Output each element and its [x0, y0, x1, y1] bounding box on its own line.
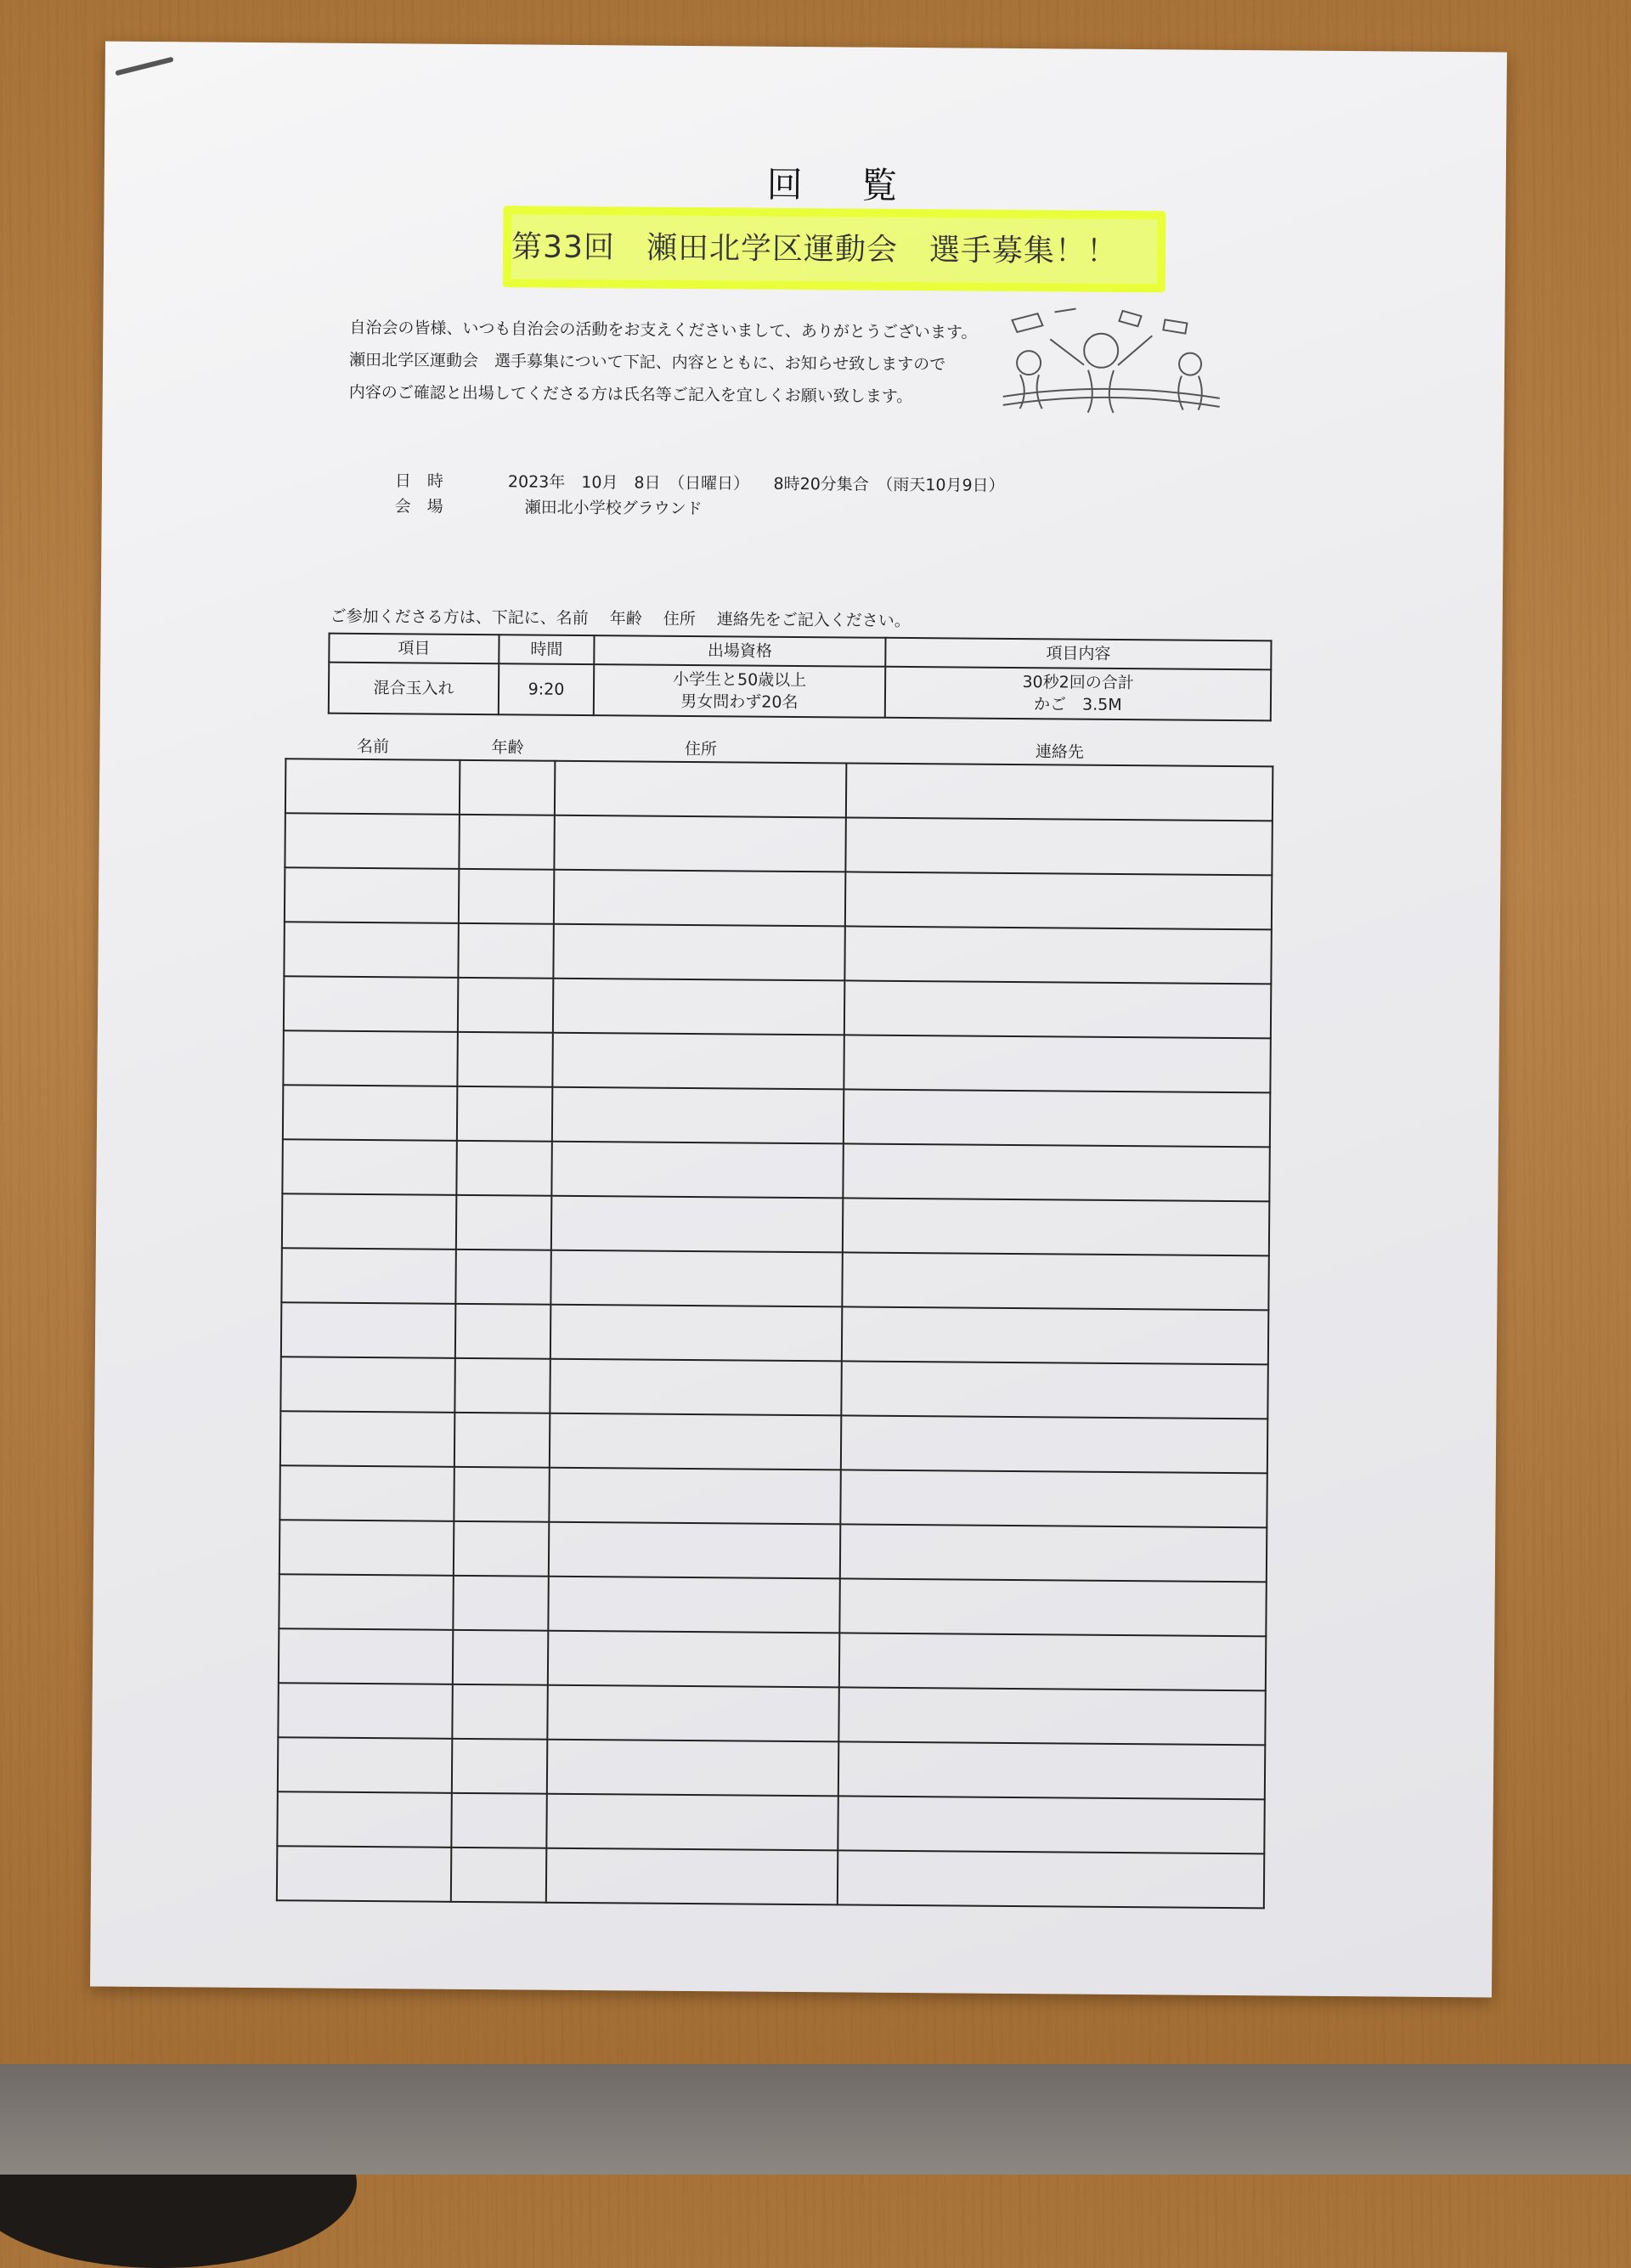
table-row	[284, 976, 1271, 1038]
page-title: 第33回 瀬田北学区運動会 選手募集！！	[511, 229, 1119, 269]
contact-cell[interactable]	[846, 763, 1273, 821]
contact-cell[interactable]	[840, 1524, 1267, 1582]
contact-cell[interactable]	[839, 1633, 1266, 1690]
name-cell[interactable]	[279, 1465, 454, 1521]
name-cell[interactable]	[281, 1248, 455, 1304]
contact-cell[interactable]	[838, 1741, 1265, 1799]
age-cell[interactable]	[457, 1086, 552, 1142]
intro-line-1: 自治会の皆様、いつも自治会の活動をお支えくださいまして、ありがとうございます。	[349, 318, 978, 342]
venue-value: 瀬田北小学校グラウンド	[524, 498, 703, 519]
contact-cell[interactable]	[838, 1850, 1264, 1908]
name-cell[interactable]	[285, 813, 459, 869]
address-cell[interactable]	[550, 1359, 841, 1416]
age-cell[interactable]	[455, 1250, 550, 1305]
contact-cell[interactable]	[838, 1796, 1264, 1853]
address-cell[interactable]	[550, 1413, 841, 1470]
header-eligibility: 出場資格	[594, 635, 885, 667]
address-cell[interactable]	[547, 1740, 838, 1797]
table-row	[280, 1357, 1267, 1419]
name-cell[interactable]	[281, 1302, 455, 1358]
contact-cell[interactable]	[838, 1687, 1265, 1745]
address-cell[interactable]	[548, 1577, 839, 1633]
address-cell[interactable]	[553, 979, 844, 1035]
table-row	[285, 759, 1273, 821]
name-cell[interactable]	[279, 1628, 453, 1684]
header-item: 項目	[329, 634, 499, 664]
name-cell[interactable]	[284, 922, 458, 978]
contact-cell[interactable]	[843, 1143, 1269, 1201]
table-row	[280, 1411, 1267, 1473]
content-line-1: 30秒2回の合計	[1022, 673, 1134, 693]
contact-cell[interactable]	[841, 1415, 1267, 1473]
header-time: 時間	[499, 635, 594, 664]
age-cell[interactable]	[451, 1793, 546, 1848]
address-cell[interactable]	[554, 870, 845, 927]
header-content: 項目内容	[885, 638, 1271, 670]
contact-cell[interactable]	[842, 1306, 1268, 1364]
address-cell[interactable]	[549, 1468, 840, 1525]
age-cell[interactable]	[454, 1358, 550, 1413]
name-cell[interactable]	[283, 1085, 457, 1141]
age-cell[interactable]	[459, 869, 554, 924]
table-row	[279, 1574, 1266, 1636]
datetime-value: 2023年 10月 8日 （日曜日） 8時20分集合 （雨天10月9日）	[507, 472, 1005, 495]
address-cell[interactable]	[554, 815, 845, 872]
name-cell[interactable]	[279, 1574, 453, 1630]
kairan-mark: 回 覧	[766, 163, 922, 207]
name-cell[interactable]	[285, 759, 460, 815]
address-cell[interactable]	[546, 1848, 838, 1905]
name-cell[interactable]	[283, 1030, 457, 1086]
table-row	[278, 1683, 1265, 1745]
address-cell[interactable]	[553, 924, 844, 981]
intro-line-3: 内容のご確認と出場してくださる方は氏名等ご記入を宜しくお願い致します。	[348, 382, 913, 407]
eligibility-line-1: 小学生と50歳以上	[672, 669, 807, 691]
contact-cell[interactable]	[841, 1361, 1267, 1419]
eligibility-line-2: 男女問わず20名	[680, 691, 799, 712]
address-cell[interactable]	[546, 1794, 838, 1851]
age-cell[interactable]	[454, 1413, 550, 1468]
age-cell[interactable]	[454, 1467, 549, 1522]
registration-table	[276, 731, 1274, 1909]
contact-cell[interactable]	[844, 980, 1271, 1038]
table-row	[281, 1248, 1268, 1310]
name-cell[interactable]	[280, 1411, 454, 1467]
registration-body	[277, 759, 1273, 1908]
intro-line-2: 瀬田北学区運動会 選手募集について下記、内容とともに、お知らせ致しますので	[348, 350, 946, 375]
table-row	[277, 1846, 1264, 1908]
age-cell[interactable]	[460, 760, 555, 815]
age-cell[interactable]	[452, 1684, 547, 1740]
name-cell[interactable]	[277, 1846, 451, 1902]
address-cell[interactable]	[547, 1685, 838, 1742]
table-row	[277, 1791, 1264, 1853]
name-cell[interactable]	[282, 1139, 456, 1195]
content-line-2: かご 3.5M	[1034, 695, 1122, 714]
contact-cell[interactable]	[843, 1198, 1269, 1255]
age-cell[interactable]	[456, 1195, 551, 1250]
name-cell[interactable]	[285, 867, 459, 923]
address-cell[interactable]	[550, 1305, 842, 1362]
contact-cell[interactable]	[842, 1252, 1268, 1310]
name-cell[interactable]	[277, 1791, 451, 1848]
age-cell[interactable]	[455, 1304, 550, 1359]
age-cell[interactable]	[456, 1141, 551, 1196]
address-cell[interactable]	[552, 1033, 844, 1090]
table-row	[282, 1139, 1269, 1201]
address-cell[interactable]	[549, 1522, 840, 1579]
name-cell[interactable]	[282, 1193, 456, 1250]
table-row	[279, 1520, 1267, 1582]
table-row	[278, 1737, 1265, 1799]
event-row	[329, 663, 1271, 721]
table-row	[285, 867, 1272, 929]
header-address: 住所	[684, 739, 718, 759]
address-cell[interactable]	[552, 1087, 844, 1144]
table-row	[279, 1465, 1267, 1527]
datetime-label: 日 時	[394, 471, 444, 491]
name-cell[interactable]	[278, 1737, 452, 1793]
paper-sheet	[90, 42, 1507, 1998]
contact-cell[interactable]	[839, 1578, 1266, 1636]
age-cell[interactable]	[452, 1739, 547, 1794]
address-cell[interactable]	[550, 1250, 842, 1307]
contact-cell[interactable]	[844, 1035, 1270, 1092]
name-cell[interactable]	[279, 1520, 454, 1576]
event-table	[328, 633, 1273, 722]
age-cell[interactable]	[453, 1576, 548, 1631]
name-cell[interactable]	[278, 1683, 452, 1739]
header-name: 名前	[356, 736, 390, 756]
name-cell[interactable]	[284, 976, 458, 1032]
venue-label: 会 場	[394, 497, 443, 516]
table-row	[284, 922, 1271, 984]
age-cell[interactable]	[458, 978, 553, 1033]
contact-cell[interactable]	[845, 872, 1272, 929]
kids-illustration	[995, 303, 1225, 424]
event-item: 混合玉入れ	[329, 663, 499, 715]
table-row	[279, 1628, 1266, 1690]
header-age: 年齢	[491, 737, 524, 757]
contact-cell[interactable]	[844, 1089, 1270, 1147]
event-eligibility	[594, 664, 885, 718]
table-row	[283, 1085, 1270, 1147]
age-cell[interactable]	[453, 1630, 548, 1685]
age-cell[interactable]	[454, 1521, 549, 1577]
event-time: 9:20	[499, 663, 594, 715]
contact-cell[interactable]	[844, 926, 1271, 984]
contact-cell[interactable]	[840, 1470, 1267, 1527]
age-cell[interactable]	[457, 1032, 552, 1087]
address-cell[interactable]	[548, 1631, 839, 1688]
instruction-text: ご参加くださる方は、下記に、名前 年齢 住所 連絡先をご記入ください。	[330, 606, 911, 631]
event-content	[885, 667, 1271, 721]
address-cell[interactable]	[551, 1142, 843, 1199]
address-cell[interactable]	[551, 1196, 843, 1253]
table-row	[281, 1302, 1268, 1364]
contact-cell[interactable]	[845, 817, 1272, 875]
age-cell[interactable]	[458, 923, 553, 979]
table-row	[285, 813, 1272, 875]
age-cell[interactable]	[459, 815, 554, 870]
table-row	[282, 1193, 1269, 1255]
table-row	[283, 1030, 1270, 1092]
name-cell[interactable]	[280, 1357, 454, 1413]
address-cell[interactable]	[555, 761, 846, 818]
age-cell[interactable]	[451, 1848, 546, 1903]
floor	[0, 2064, 1631, 2175]
header-contact: 連絡先	[1035, 742, 1085, 762]
